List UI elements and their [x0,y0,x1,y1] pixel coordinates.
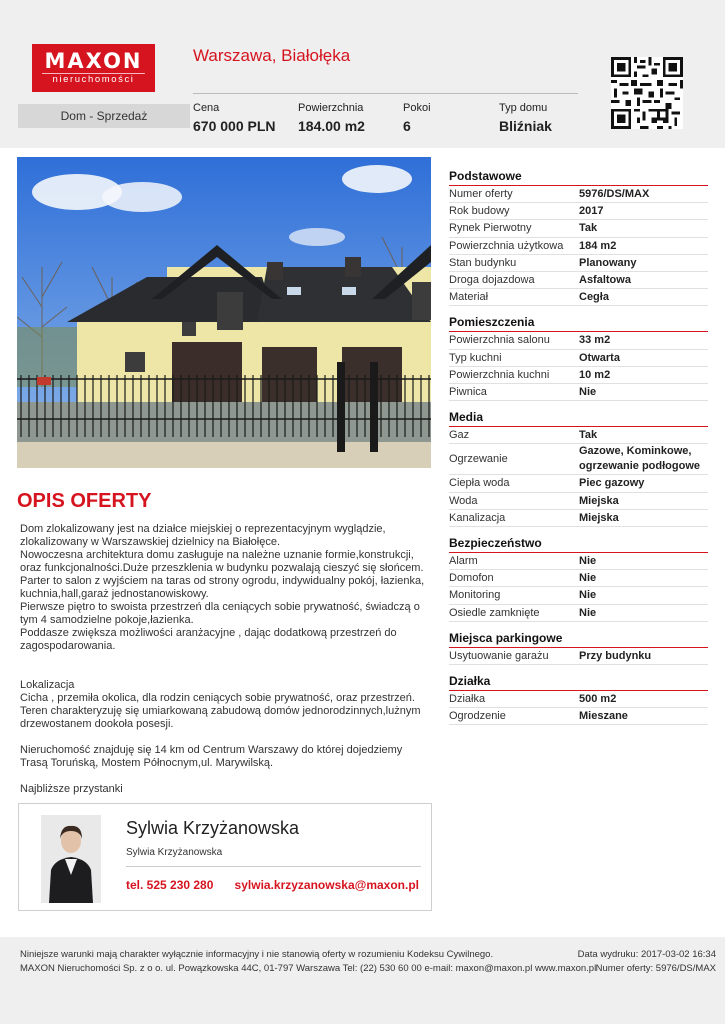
detail-row [449,605,708,622]
detail-value: Asfaltowa [579,274,631,287]
detail-value: Gazowe, Kominkowe, ogrzewanie podłogowe [579,445,701,473]
detail-row [449,444,708,475]
detail-label: Ciepła woda [449,477,510,490]
detail-label: Powierzchnia kuchni [449,368,550,381]
detail-label: Kanalizacja [449,511,506,524]
detail-row [449,203,708,220]
section-title: Media [449,409,708,427]
footer-legal [20,948,596,976]
detail-row [449,289,708,306]
section-title: Miejsca parkingowe [449,630,708,648]
detail-value: 10 m2 [579,368,611,381]
property-details [449,168,708,733]
agent-avatar [41,815,101,903]
detail-row [449,350,708,367]
detail-label: Ogrodzenie [449,710,506,723]
detail-value: Nie [579,555,597,568]
detail-value: 33 m2 [579,334,611,347]
detail-row [449,238,708,255]
detail-label: Woda [449,494,478,507]
stat-label: Cena [193,102,220,114]
stat-house-type [499,101,552,137]
maxon-logo[interactable] [32,44,155,92]
detail-row [449,427,708,444]
detail-row [449,220,708,237]
location-title: Warszawa, Białołęka [193,46,351,65]
stat-label: Pokoi [403,102,431,114]
detail-row [449,691,708,708]
section-title: Podstawowe [449,168,708,186]
detail-row [449,272,708,289]
description-text: Dom zlokalizowany jest na działce miejskiej o reprezentacyjnym wyglądzie, zlokalizowany w Warszawskiej dzielnicy na Białołęce. Nowoczesna architektura domu zasługuje na należne uznanie formie,konstrukcji, oraz funkcjonalności.Duże przeszklenia w budynku pozwalają cieszyć się słońcem. Parter to salon z wyjściem na taras od strony ogrodu, indywidualny pokój, łazienka, kuchnia,hall,garaż jednostanowiskowy. Pierwsze piętro to swoista przestrzeń dla ceniących sobie prywatność, świadczą o tym 4 samodzielne pokoje,łazienka. Poddasze zwiększa możliwości aranżacyjne , dając dodatkową przestrzeń do zagospodarowania. Lokalizacja Cicha , przemiła okolica, dla rodzin ceniących sobie prywatność, oraz przestrzeń. Teren charakteryzuję się umiarkowaną zabudową domów jednorodzinnych,lużnym drzewostanem dookoła posesji. Nieruchomość znajduję się 14 km od Centrum Warszawy do której dojedziemy Trasą Toruńską, Mostem Północnym,ul. Marywilską. Najbliższe przystanki [20,523,425,795]
description-body [20,523,430,796]
detail-value: 2017 [579,205,604,218]
logo-subtitle: nieruchomości [42,73,145,86]
detail-row [449,384,708,401]
detail-label: Ogrzewanie [449,452,508,465]
detail-row [449,332,708,349]
stat-value: Bliźniak [499,118,552,134]
header-divider [193,93,578,94]
detail-label: Powierzchnia salonu [449,334,550,347]
listing-type-badge: Dom - Sprzedaż [18,104,190,128]
footer-meta [578,948,716,976]
detail-row [449,255,708,272]
stat-value: 184.00 m2 [298,118,365,134]
description-title: OPIS OFERTY [17,490,152,512]
detail-row [449,186,708,203]
agent-phone-link[interactable]: tel. 525 230 280 [126,878,214,892]
agent-subtitle: Sylwia Krzyżanowska [126,847,223,858]
detail-row [449,570,708,587]
detail-label: Numer oferty [449,188,513,200]
detail-label: Osiedle zamknięte [449,606,540,619]
section-title: Bezpieczeństwo [449,535,708,553]
agent-name: Sylwia Krzyżanowska [126,818,300,838]
detail-label: Gaz [449,429,470,442]
detail-label: Stan budynku [449,256,517,269]
detail-row [449,367,708,384]
section-miejsca-parkingowe [449,630,708,665]
footer-disclaimer: Niniejsze warunki mają charakter wyłącznie informacyjny i nie stanowią oferty w rozumieniu Kodeksu Cywilnego. [20,949,494,960]
section-title: Działka [449,673,708,691]
detail-label: Materiał [449,291,489,304]
detail-value: Cegła [579,291,609,304]
agent-card [18,803,432,911]
detail-value: Piec gazowy [579,477,645,490]
footer-offer-number: Numer oferty: 5976/DS/MAX [595,963,716,974]
detail-label: Usytuowanie garażu [449,649,549,662]
stat-label: Typ domu [499,102,548,114]
detail-label: Droga dojazdowa [449,274,535,287]
detail-value: Otwarta [579,351,620,364]
section-podstawowe [449,168,708,306]
qr-code-icon[interactable] [611,57,683,129]
detail-value: Przy budynku [579,649,652,662]
detail-label: Rok budowy [449,205,510,218]
detail-row [449,553,708,570]
detail-row [449,708,708,725]
detail-value: Tak [579,222,598,235]
detail-label: Alarm [449,555,478,568]
detail-value: Nie [579,572,597,585]
detail-value: Miejska [579,511,619,524]
property-photo[interactable] [17,157,431,468]
detail-value: Tak [579,429,598,442]
detail-label: Powierzchnia użytkowa [449,239,564,252]
footer-company-info: MAXON Nieruchomości Sp. z o o. ul. Powązkowska 44C, 01-797 Warszawa Tel: (22) 530 60 00 e-mail: maxon@maxon.pl www.maxon.pl [20,963,597,974]
detail-label: Działka [449,693,486,706]
detail-label: Rynek Pierwotny [449,222,532,235]
detail-value: Nie [579,606,597,619]
section-bezpieczenstwo [449,535,708,622]
stat-price [193,101,276,137]
detail-value: 184 m2 [579,239,617,252]
detail-row [449,648,708,665]
section-title: Pomieszczenia [449,314,708,332]
detail-label: Typ kuchni [449,351,502,364]
detail-value: Miejska [579,494,619,507]
stat-rooms [403,101,431,137]
agent-divider [126,866,421,867]
detail-value: Nie [579,386,597,399]
detail-row [449,510,708,527]
agent-email-link[interactable]: sylwia.krzyzanowska@maxon.pl [234,878,419,892]
stat-value: 670 000 PLN [193,118,276,134]
detail-label: Monitoring [449,589,501,602]
section-pomieszczenia [449,314,708,401]
detail-row [449,493,708,510]
detail-value: 5976/DS/MAX [579,188,650,200]
stat-area [298,101,365,137]
print-date: Data wydruku: 2017-03-02 16:34 [577,949,716,960]
detail-label: Domofon [449,572,494,585]
logo-wordmark: MAXON [44,49,143,73]
detail-row [449,587,708,604]
header [0,0,725,148]
detail-label: Piwnica [449,386,487,399]
detail-value: Nie [579,589,597,602]
stat-value: 6 [403,118,411,134]
section-media [449,409,708,527]
stat-label: Powierzchnia [298,102,364,114]
detail-row [449,475,708,492]
detail-value: 500 m2 [579,693,617,706]
section-dzialka [449,673,708,725]
detail-value: Mieszane [579,710,628,723]
footer [0,937,725,1024]
detail-value: Planowany [579,256,637,269]
